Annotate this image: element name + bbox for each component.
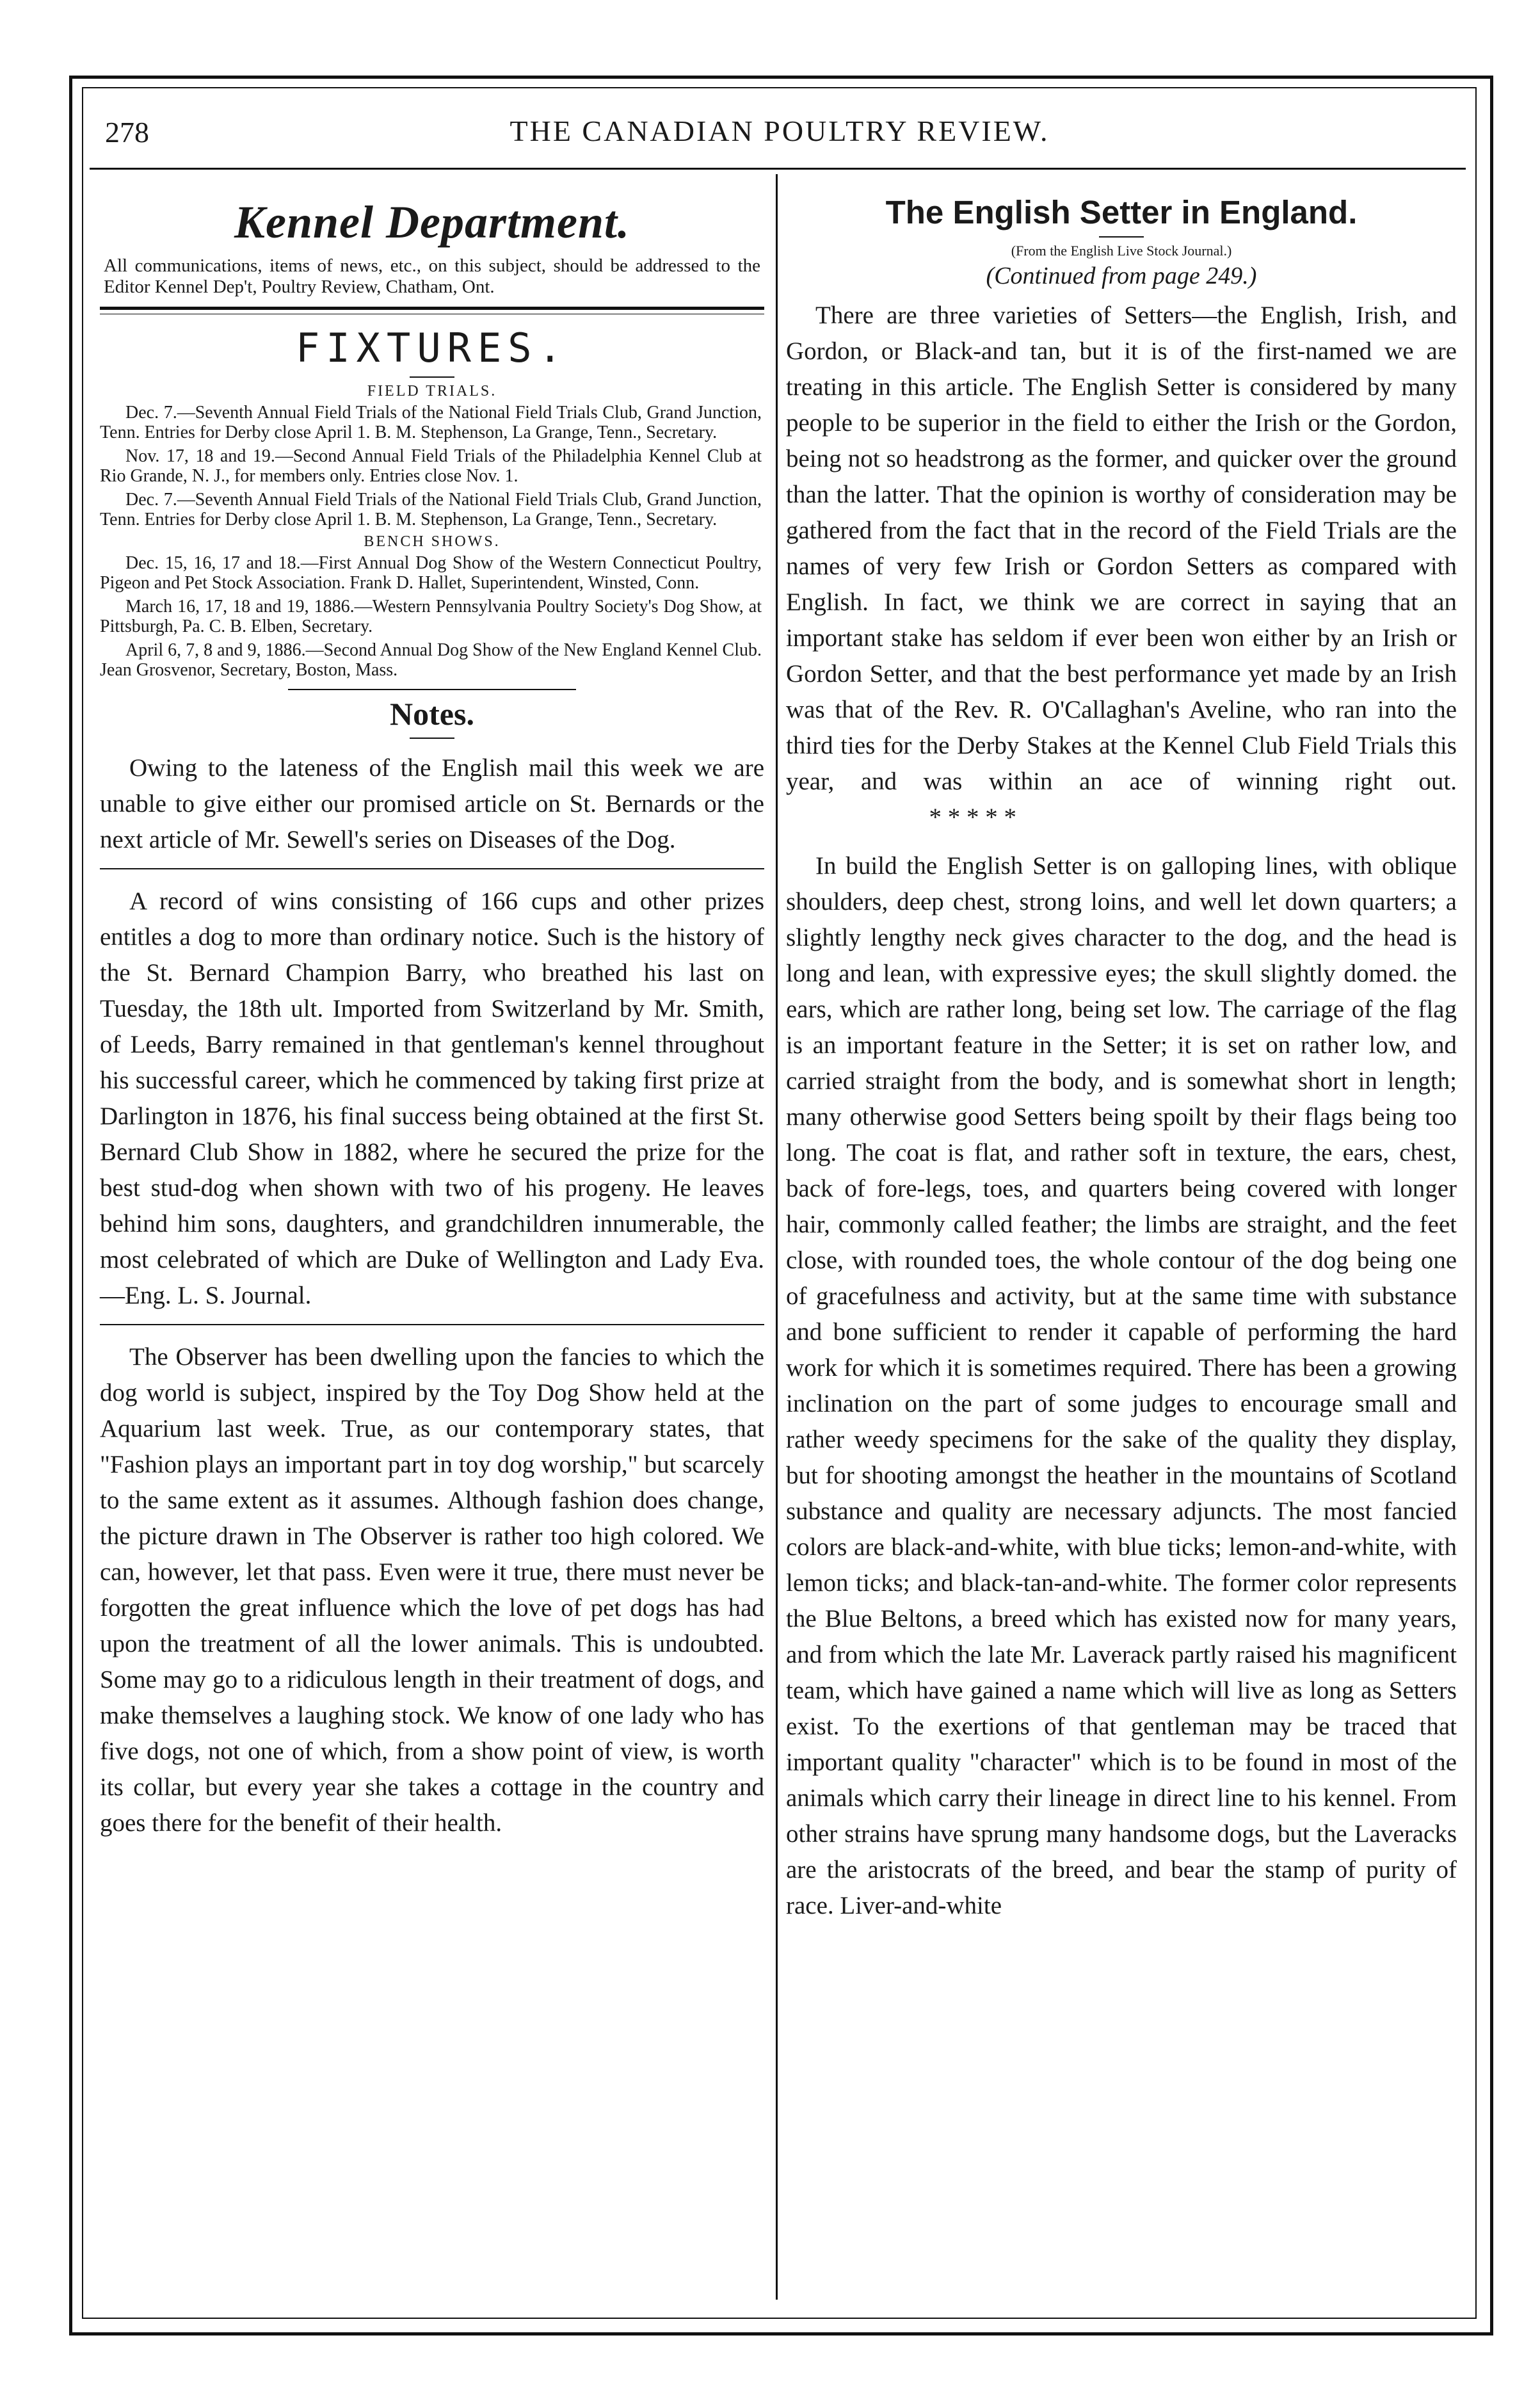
short-rule — [1099, 236, 1144, 238]
bench-shows-subhead: BENCH SHOWS. — [364, 533, 501, 550]
department-title: Kennel Department. — [234, 197, 630, 248]
fixture-entry: March 16, 17, 18 and 19, 1886.—Western Pennsylvania Poultry Society's Dog Show, at Pittsburgh, Pa. C. B. Elben, Secretary. — [100, 597, 762, 636]
paragraph-gap — [786, 835, 1457, 848]
article-title: The English Setter in England. — [885, 194, 1358, 230]
notes-paragraph: A record of wins consisting of 166 cups and other prizes entitles a dog to more than ordinary notice. Such is the history of the St. Bernard Champion Barry, who breathed his last on Tuesday, the 18th ult. Imported from Switzerland by Mr. Smith, of Leeds, Barry remained in that gentleman's kennel throughout his successful career, which he commenced by taking first prize at Darlington in 1876, his final success being obtained at the first St. Bernard Club Show in 1882, where he secured the prize for the best stud-dog when shown with two of his progeny. He leaves behind him sons, daughters, and grandchildren innumerable, the most celebrated of which are Duke of Wellington and Lady Eva.—Eng. L. S. Journal. — [100, 887, 764, 1309]
fixture-entry: April 6, 7, 8 and 9, 1886.—Second Annual Dog Show of the New England Kennel Club. Jean Grosvenor, Secretary, Boston, Mass. — [100, 640, 762, 680]
notes-paragraph: The Observer has been dwelling upon the fancies to which the dog world is subject, inspired by the Toy Dog Show held at the Aquarium last week. True, as our contemporary states, that "Fashion plays an important part in toy dog worship," but scarcely to the same extent as it assumes. Although fashion does change, the picture drawn in The Observer is rather too high colored. We can, however, let that pass. Even were it true, there must never be forgotten the great influence which the love of pet dogs has had upon the treatment of all the lower animals. This is undoubted. Some may go to a ridiculous length in their treatment of dogs, and make themselves a laughing stock. We know of one lady who has five dogs, not one of which, from a show point of view, is worth its collar, but every year she takes a cottage in the country and goes there for the benefit of their health. — [100, 1343, 764, 1837]
article-source: (From the English Live Stock Journal.) — [1011, 243, 1232, 259]
fixture-entry: Dec. 7.—Seventh Annual Field Trials of the National Field Trials Club, Grand Junction, Tenn. Entries for Derby close April 1. B. M. Stephenson, La Grange, Tenn., Secretary. — [100, 403, 762, 442]
continued-note: (Continued from page 249.) — [986, 262, 1257, 289]
fixture-entry: Dec. 7.—Seventh Annual Field Trials of the National Field Trials Club, Grand Junction, Tenn. Entries for Derby close April 1. B. M. Stephenson, La Grange, Tenn., Secretary. — [100, 490, 762, 529]
article-paragraph — [786, 298, 1457, 835]
fixture-entry: Dec. 15, 16, 17 and 18.—First Annual Dog Show of the Western Connecticut Poultry, Pigeon and Pet Stock Association. Frank D. Hallet, Superintendent, Winsted, Conn. — [100, 553, 762, 593]
field-trials-subhead: FIELD TRIALS. — [367, 383, 497, 399]
running-head — [95, 108, 1464, 159]
left-column — [100, 184, 764, 1841]
notes-paragraph: Owing to the lateness of the English mail this week we are unable to give either our promised article on St. Bernards or the next article of Mr. Sewell's series on Diseases of the Dog. — [100, 754, 764, 853]
paragraph-rule — [100, 1324, 764, 1325]
page-number: 278 — [105, 116, 149, 149]
asterisks: * * * * * — [929, 803, 1016, 831]
fixture-entry: Nov. 17, 18 and 19.—Second Annual Field Trials of the Philadelphia Kennel Club at Rio Grande, N. J., for members only. Entries close Nov. 1. — [100, 446, 762, 486]
double-rule — [100, 307, 764, 314]
journal-title: THE CANADIAN POULTRY REVIEW. — [509, 115, 1050, 147]
short-rule — [410, 738, 454, 739]
article-paragraph: In build the English Setter is on galloping lines, with oblique shoulders, deep chest, strong loins, and well let down quarters; a slightly lengthy neck gives character to the dog, and the head is long and lean, with expressive eyes; the skull slightly domed. the ears, which are rather long, being set low. The carriage of the flag is an important feature in the Setter; it is set on rather low, and carried straight from the body, and is somewhat short in length; many otherwise good Setters being spoilt by their flags being too long. The coat is flat, and rather soft in texture, the ears, chest, back of fore-legs, toes, and quarters being covered with longer hair, commonly called feather; the limbs are straight, and the feet close, with rounded toes, the whole contour of the dog being one of gracefulness and activity, but at the same time with substance and bone sufficient to render it capable of performing the hard work for which it is sometimes required. There has been a growing inclination on the part of some judges to encourage small and rather weedy specimens for the sake of the quality they display, but for shooting amongst the heather in the mountains of Scotland substance and quality are necessary adjuncts. The most fancied colors are black-and-white, with blue ticks; lemon-and-white, with lemon ticks; and black-tan-and-white. The former color represents the Blue Beltons, a breed which has existed now for many years, and from which the late Mr. Laverack partly raised his magnificent team, which have gained a name which will live as long as Setters exist. To the exertions of that gentleman may be traced that important quality "character" which is to be found in most of the animals which carry their lineage in direct line to his kennel. From other strains have sprung many handsome dogs, but the Laveracks are the aristocrats of the breed, and bear the stamp of purity of race. Liver-and-white — [786, 852, 1457, 1919]
section-rule — [288, 689, 576, 690]
article-paragraph-text: There are three varieties of Setters—the English, Irish, and Gordon, or Black-and tan, but it is of the first-named we are treating in this article. The English Setter is considered by many people to be superior in the field to either the Irish or the Gordon, being not so headstrong as the former, and quicker over the ground than the latter. That the opinion is worthy of consideration may be gathered from the fact that in the record of the Field Trials are the names of very few Irish or Gordon Setters as compared with English. In fact, we think we are correct in saying that an important stake has seldom if ever been won either by an Irish or Gordon Setter, and that the best performance yet made by an Irish was that of the Rev. R. O'Callaghan's Aveline, who ran into the third ties for the Derby Stakes at the Kennel Club Field Trials this year, and was within an ace of winning right out. — [786, 302, 1457, 795]
paragraph-rule — [100, 868, 764, 869]
notes-title: Notes. — [390, 696, 474, 732]
short-rule — [410, 376, 454, 378]
fixtures-title: FIXTURES. — [296, 325, 568, 371]
right-column — [786, 184, 1457, 1924]
column-divider — [776, 174, 778, 2300]
department-note: All communications, items of news, etc., on this subject, should be addressed to the Editor Kennel Dep't, Poultry Review, Chatham, Ont. — [104, 255, 760, 297]
header-rule — [90, 168, 1466, 170]
